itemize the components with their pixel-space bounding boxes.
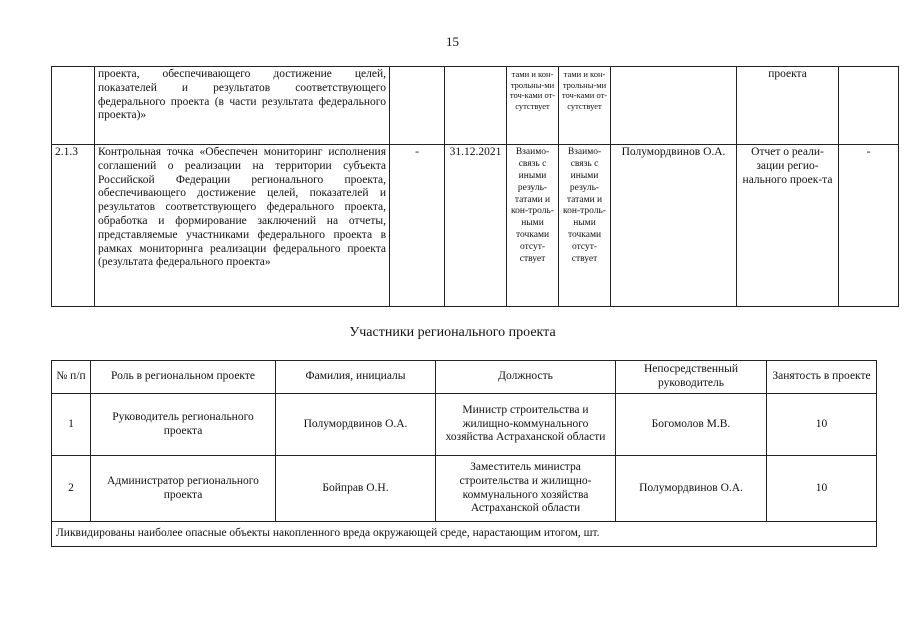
cell-result: Отчет о реали-зации регио-нального проек-та xyxy=(737,145,839,307)
header-cell: № п/п xyxy=(52,361,91,394)
table-row xyxy=(52,67,899,145)
cell-name: Контрольная точка «Обеспечен мониторинг исполнения соглашений о реализации на территории субъекта Российской Федерации регионального проекта, обеспечивающего достижение целей, показателей и результатов соответствующего федерального проекта, обработка и формирование заключений на отчеты, представляемые участниками федерального проекта в рамках мониторинга реализации федерального проекта (результата федерального проекта» xyxy=(95,145,390,307)
cell-name: проекта, обеспечивающего достижение целей, показателей и результатов соответствующего федерального проекта (в части результата федерального проекта)» xyxy=(95,67,390,145)
table-row xyxy=(52,456,877,522)
cell-relation-prev: тами и кон-трольны-ми точ-ками от-сутствует xyxy=(507,67,559,145)
header-cell: Должность xyxy=(436,361,616,394)
cell-relation-next: тами и кон-трольны-ми точ-ками от-сутствует xyxy=(559,67,611,145)
header-cell: Роль в региональном проекте xyxy=(91,361,276,394)
cell-workload: 10 xyxy=(767,456,877,522)
participants-table xyxy=(51,360,877,547)
cell-name: Бойправ О.Н. xyxy=(276,456,436,522)
cell-name: Полумордвинов О.А. xyxy=(276,394,436,456)
cell-responsible xyxy=(611,67,737,145)
footer-cell: Ликвидированы наиболее опасные объекты накопленного вреда окружающей среде, нарастающим итогом, шт. xyxy=(52,522,877,547)
cell-supervisor: Полумордвинов О.А. xyxy=(616,456,767,522)
header-cell: Фамилия, инициалы xyxy=(276,361,436,394)
cell-num: 2.1.3 xyxy=(52,145,95,307)
cell-relation-next: Взаимо-связь с иными резуль-татами и кон-троль-ными точками отсут-ствует xyxy=(559,145,611,307)
cell-supervisor: Богомолов М.В. xyxy=(616,394,767,456)
cell-start: - xyxy=(390,145,445,307)
header-cell: Занятость в проекте xyxy=(767,361,877,394)
cell-role: Администратор регионального проекта xyxy=(91,456,276,522)
cell-last xyxy=(839,67,899,145)
cell-workload: 10 xyxy=(767,394,877,456)
footer-row xyxy=(52,522,877,547)
cell-num: 2 xyxy=(52,456,91,522)
cell-position: Заместитель министра строительства и жилищно-коммунального хозяйства Астраханской области xyxy=(436,456,616,522)
table-row xyxy=(52,145,899,307)
page-number: 15 xyxy=(446,34,459,49)
cell-end: 31.12.2021 xyxy=(445,145,507,307)
cell-num xyxy=(52,67,95,145)
cell-responsible: Полумордвинов О.А. xyxy=(611,145,737,307)
header-cell: Непосредственный руководитель xyxy=(616,361,767,394)
cell-role: Руководитель регионального проекта xyxy=(91,394,276,456)
header-row xyxy=(52,361,877,394)
cell-last: - xyxy=(839,145,899,307)
cell-num: 1 xyxy=(52,394,91,456)
cell-position: Министр строительства и жилищно-коммунального хозяйства Астраханской области xyxy=(436,394,616,456)
cell-start xyxy=(390,67,445,145)
control-points-table xyxy=(51,66,899,307)
section-title: Участники регионального проекта xyxy=(349,325,556,340)
cell-relation-prev: Взаимо-связь с иными резуль-татами и кон-троль-ными точками отсут-ствует xyxy=(507,145,559,307)
table-row xyxy=(52,394,877,456)
cell-result: проекта xyxy=(737,67,839,145)
cell-end xyxy=(445,67,507,145)
